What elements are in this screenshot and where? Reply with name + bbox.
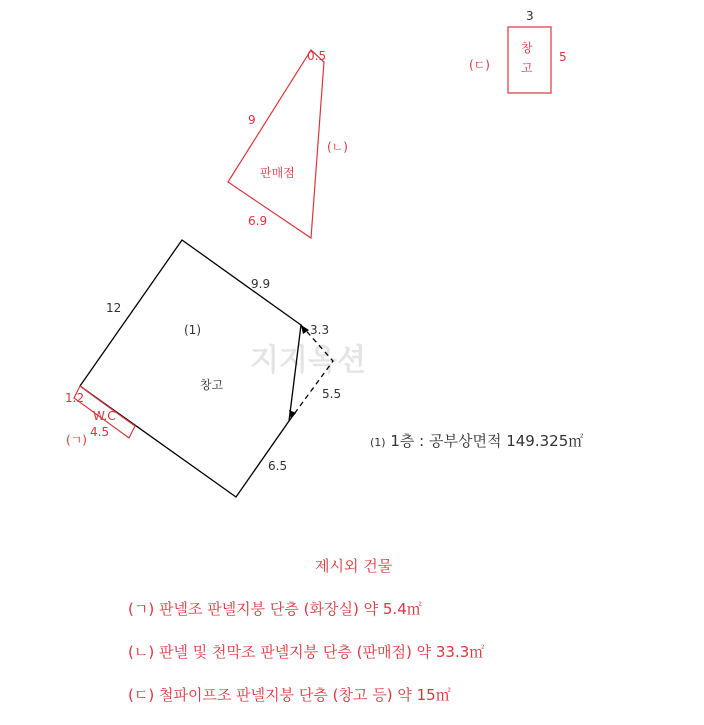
main-number-label: (1) [184,323,201,337]
wc-dim-left: 1.2 [65,391,85,405]
store-dim-top: 0.5 [307,49,327,63]
area-note-number: (1) [370,436,386,449]
watermark-text: 지지옥션 [250,343,366,378]
store-dim-left: 9 [248,113,256,127]
store-dim-bottom: 6.9 [248,214,268,228]
legend-title: 제시외 건물 [315,557,393,575]
dim-top-left: 12 [106,301,122,315]
main-name-label: 창고 [200,378,224,392]
dim-right-upper: 3.3 [310,323,330,337]
store-label: 판매점 [260,166,295,180]
shed-outline [508,27,551,93]
dim-top-right: 9.9 [251,277,271,291]
legend-item-3: (ㄷ) 철파이프조 판넬지붕 단층 (창고 등) 약 15㎡ [128,686,451,704]
wc-label: W.C [93,409,116,423]
legend-item-1: (ㄱ) 판넬조 판넬지붕 단층 (화장실) 약 5.4㎡ [128,600,422,618]
store-outline [228,49,327,238]
dim-bottom: 6.5 [268,459,288,473]
wc-dim-bottom: 4.5 [90,425,110,439]
legend-item-2: (ㄴ) 판넬 및 천막조 판넬지붕 단층 (판매점) 약 33.3㎡ [128,643,485,661]
shed-label-line1: 창 [521,41,533,55]
area-note-text: 1층 : 공부상면적 149.325㎡ [390,432,584,450]
shed-marker: (ㄷ) [469,58,490,72]
shed-dim-right: 5 [559,50,567,64]
area-note [370,430,583,451]
store-marker: (ㄴ) [327,140,348,154]
shed-dim-top: 3 [526,9,534,23]
shed-label-line2: 고 [521,61,533,75]
wc-marker: (ㄱ) [66,433,87,447]
dim-right-dashed: 5.5 [322,387,342,401]
